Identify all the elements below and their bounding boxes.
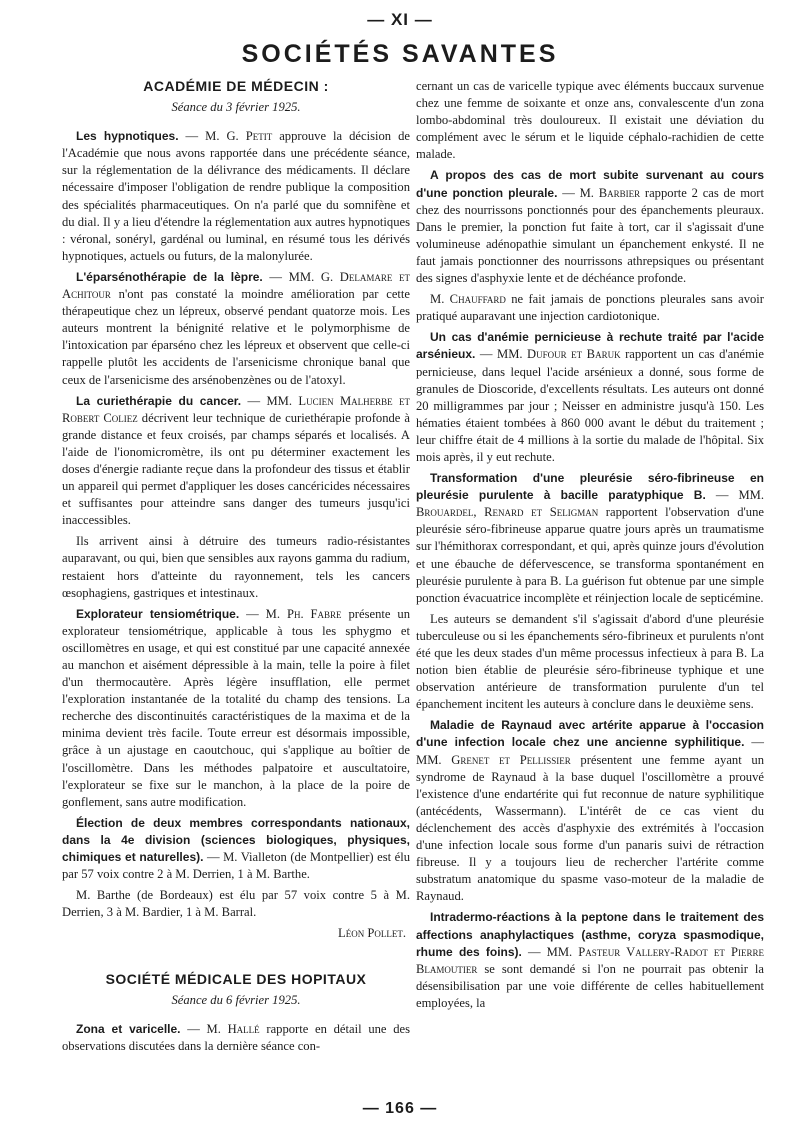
article-author: M. Barbier [579, 185, 641, 200]
academy-heading: ACADÉMIE DE MÉDECIN : [143, 78, 329, 94]
article-raynaud: Maladie de Raynaud avec artérite apparue à l'occasion d'une infection locale chez une ancienne syphilitique. — MM. Grenet et Pellissier présentent une femme ayant un syndrome de Raynaud à la base duquel l'oscillomètre a prouvé l'existence d'une endartérite qui fut reconnue de nature syphilitique (antécédents, Wassermann). L'intérêt de ce cas vient du déclenchement des accès d'asphyxie des extrémités à l'occasion d'une infection locale sous forme d'un panaris suivi de rétraction fibreuse. Il y a toujours lieu de rechercher l'artérite comme substratum anatomique du spasme vaso-moteur de la maladie de Raynaud. [416, 718, 765, 904]
article-zona: Zona et varicelle. — M. Hallé rapporte en détail une des observations discutées dans la dernière séance con- [62, 1021, 410, 1053]
article-author: MM. Grenet et Pellissier [416, 752, 571, 767]
article-heading: A propos des cas de mort subite survenant au cours d'une ponction pleurale. [416, 168, 764, 200]
article-heading: Un cas d'anémie pernicieuse à rechute traité par l'acide arsénieux. [416, 330, 764, 362]
article-heading: Intradermo-réactions à la peptone dans le traitement des affections anaphylactiques (asthme, coryza spasmodique, rhume des foins). [416, 910, 764, 959]
article-curietherapie-cont: Ils arrivent ainsi à détruire des tumeurs radio-résistantes auparavant, ou qui, bien que sensibles aux rayons gamma du radium, restaient hors d'atteinte du rayonnement, tels les cancers œsophagiens, gastriques et intestinaux. [62, 534, 410, 600]
article-transformation: Transformation d'une pleurésie séro-fibrineuse en pleurésie purulente à bacille paratyphique B. — MM. Brouardel, Renard et Seligman rapportent l'observation d'une pleurésie séro-fibrineuse apparue quatre jours après un traumatisme sur l'hémithorax correspondant, et qui, après quinze jours d'évolution et une ébauche de défervescence, se transforma spontanément en pleurésie purulente à para B. La guérison fut obtenue par une simple ponction évacuatrice incomplète et réinjection locale de septicémine. [416, 471, 765, 605]
article-body: présente un explorateur tensiométrique, applicable à tous les sphygmo et oscillomètres en usage, et qui est constitué par une capacité annexée au manchon et aisément dépressible à la main, telle la poire à filet d'un thermocautère. Après légère insufflation, elle permet l'exploration instantanée de la totalité du champ des tensions. La recherche des discontinuités caractéristiques de la maxima et de la minima devient très facile. Toute erreur est désormais impossible, grâce à un ajustage en caoutchouc, qui s'applique au boîtier de l'oscillomètre. Dans les méthodes palpatoire et auscultatoire, l'explorateur se fixe sur le manchon, à la place de la poire de gonflement, sans autre modification. [62, 606, 410, 809]
article-lepre: L'éparsénothérapie de la lèpre. — MM. G. Delamare et Achitour n'ont pas constaté la moindre amélioration par cette thérapeutique chez un lépreux, observé pendant quatorze mois. Les auteurs montrent la bénignité relative et le polymorphisme de l'intoxication par éparséno chez les lépreux et observent que celle-ci rappelle plutôt les accidents de l'arsenicisme chronique banal que ceux de l'arsenicisme des arsénobenzènes ou de l'atoxyl. [62, 269, 411, 387]
article-body: approuve la décision de l'Académie que nous avons rapportée dans une précédente séance, sur la réglementation de la délivrance des médicaments. Il déclare nécessaire d'imposer l'obligation de rendre publique la composition des spécialités pharmaceutiques. On n'a parlé que du somnifène et du dial. Il y a lieu d'étendre la réglementation aux autres hypnotiques : véronal, sonéryl, gardénal ou luminal, en résumé tous les dérivés hypnotiques, actuels ou futurs, de la malonylurée. [62, 129, 410, 263]
hopitaux-heading: SOCIÉTÉ MÉDICALE DES HOPITAUX [105, 970, 367, 987]
article-body: décrivent leur technique de curiethérapie profonde à grande distance et feux croisés, par champs séparés et localisés. A l'aide de l'ionomicromètre, ils ont pu déterminer exactement les doses d'énergie radiante reçue dans la profondeur des tissus et établir un appareil qui permet d'appliquer les doses cancéricides nécessaires et suffisantes pour atteindre sans danger des tumeurs jusqu'ici inaccessibles. [62, 410, 410, 528]
article-explorateur: Explorateur tensiométrique. — M. Ph. Fabre présente un explorateur tensiométrique, applicable à tous les sphygmo et oscillomètres en usage, et qui est constitué par une capacité annexée au manchon et aisément dépressible à la main, telle la poire à filet d'un thermocautère. Après légère insufflation, elle permet l'exploration instantanée de la totalité du champ des tensions. La recherche des discontinuités caractéristiques de la maxima et de la minima devient très facile. Toute erreur est désormais impossible, grâce à un ajustage en caoutchouc, qui s'applique au boîtier de l'oscillomètre. Dans les méthodes palpatoire et auscultatoire, l'explorateur se fixe sur le manchon, à la place de la poire de gonflement, sans autre modification. [62, 606, 410, 809]
article-heading: La curiethérapie du cancer. [76, 393, 242, 408]
article-heading: Les hypnotiques. [76, 129, 179, 144]
roman-page-number: — XI — [367, 10, 433, 29]
article-author: MM. G. Delamare et Achitour [62, 269, 411, 302]
page-title: SOCIÉTÉS SAVANTES [241, 40, 559, 68]
article-author: M. G. Petit [205, 129, 273, 144]
article-author: MM. Dufour et Baruk [497, 347, 621, 362]
article-zona-cont: cernant un cas de varicelle typique avec éléments buccaux survenue chez une femme de soixante et onze ans, convalescente d'un zona lombo-abdominal très douloureux. Il existait une déviation du complément avec le sérum et le liquide céphalo-rachidien de cette malade. [416, 79, 764, 162]
article-body: rapporte 2 cas de mort chez des nourrissons ponctionnés pour des épanchements pleuraux. Dans le premier, la ponction fut faite à tort, car il s'agissait d'une volumineuse adénopathie simulant un épanchement enkysté. Il ne faut jamais ponctionner des nourrissons athrepsiques ou présentant des signes d'asphyxie lente et de déchéance profonde. [416, 185, 764, 286]
academy-date: Séance du 3 février 1925. [171, 100, 301, 115]
article-election [62, 815, 410, 883]
right-column [416, 78, 764, 1016]
article-heading: Zona et varicelle. [76, 1021, 181, 1036]
article-body: présentent une femme ayant un syndrome de Raynaud à la base duquel l'oscillomètre a prouvé l'existence d'une endartérite qui fut reconnue de nature syphilitique (antécédents, Wassermann). L'intérêt de ce cas vient du déclenchement des accès d'asphyxie des extrémités à l'occasion d'une infection locale sous forme d'un panaris suivi de rétraction fibreuse. Il y a toujours lieu de rechercher l'artérite comme substratum anatomique du spasme vaso-moteur de la maladie de Raynaud. [416, 752, 764, 904]
article-mort-subite: A propos des cas de mort subite survenant au cours d'une ponction pleurale. — M. Barbier rapporte 2 cas de mort chez des nourrissons ponctionnés pour des épanchements pleuraux. Dans le premier, la ponction fut faite à tort, car il s'agissait d'une volumineuse adénopathie simulant un épanchement enkysté. Il ne faut jamais ponctionner des nourrissons athrepsiques ou présentant des signes d'asphyxie lente et de déchéance profonde. [416, 168, 764, 286]
article-author: MM. Lucien Malherbe et Robert Coliez [62, 393, 411, 425]
article-chauffard [416, 291, 764, 325]
article-body: — M. Vialleton (de Montpellier) est élu par 57 voix contre 2 à M. Derrien, 1 à M. Barthe. [62, 850, 410, 882]
article-body: rapporte en détail une des observations discutées dans la dernière séance con- [62, 1021, 410, 1053]
article-curietherapie: La curiethérapie du cancer. — MM. Lucien Malherbe et Robert Coliez décrivent leur technique de curiethérapie profonde à grande distance et feux croisés, par champs séparés et localisés. A l'aide de l'ionomicromètre, ils ont pu déterminer exactement les doses d'énergie radiante reçue dans la profondeur des tissus et établir un appareil qui permet d'appliquer les doses cancéricides nécessaires et suffisantes pour atteindre sans danger des tumeurs jusqu'ici inaccessibles. [62, 393, 411, 528]
article-author: M. Hallé [206, 1021, 260, 1036]
article-heading: Explorateur tensiométrique. [76, 606, 240, 621]
hopitaux-date: Séance du 6 février 1925. [171, 992, 301, 1007]
page-number: — 166 — [362, 1100, 438, 1117]
article-heading: L'éparsénothérapie de la lèpre. [76, 269, 263, 284]
article-transformation-cont: Les auteurs se demandent s'il s'agissait d'abord d'une pleurésie tuberculeuse ou si les épanchements séro-fibrineux et purulents n'ont été que les deux stades d'un même processus infectieux à para B. La notion bien établie de pleurésie séro-fibrineuse typhique et une observation antérieure de transformation purulente d'un tel épanchement incitent les auteurs à conclure dans le deuxième sens. [416, 611, 764, 712]
article-heading: Élection de deux membres correspondants nationaux, dans la 4e division (sciences biologiques, physiques, chimiques et naturelles). [62, 815, 410, 865]
article-author: M. Ph. Fabre [265, 606, 342, 621]
article-anemie: Un cas d'anémie pernicieuse à rechute traité par l'acide arsénieux. — MM. Dufour et Baruk rapportent un cas d'anémie pernicieuse, dans lequel l'acide arsénieux a donné, sous forme de granules de Dioscoride, d'excellents résultats. Les auteurs ont donné 20 milligrammes par jour ; Neisser en administre jusqu'à 150. Les hématies étaient tombées à 860 000 avant le début du traitement ; leur chiffre était de 4 millions à la sortie du malade de l'hôpital. Six mois après, il y eut rechute. [416, 330, 764, 464]
article-body: se sont demandé si l'on ne pourrait pas obtenir la désensibilisation par une voie différente de celles habituellement employées, la [416, 961, 764, 1010]
article-body: ne fait jamais de ponctions pleurales sans avoir pratiqué auparavant une injection cardiotonique. [416, 292, 764, 324]
signature: Léon Pollet. [338, 926, 406, 941]
article-body: rapportent l'observation d'une pleurésie séro-fibrineuse apparue quatre jours après un traumatisme sur l'hémithorax correspondant, et qui, après quinze jours d'évolution et une ébauche de défervescence, se transforma spontanément en pleurésie purulente à para B. La guérison fut obtenue par une simple ponction évacuatrice incomplète et réinjection locale de septicémine. [416, 505, 764, 605]
article-author: MM. Pasteur Vallery-Radot et Pierre Blamoutier [416, 944, 764, 976]
article-body: n'ont pas constaté la moindre amélioration par cette thérapeutique chez un lépreux, observé pendant quatorze mois. Les auteurs montrent la bénignité relative et le polymorphisme de l'intoxication par éparséno chez les lépreux et observent que celle-ci rappelle plutôt les accidents de l'arsenicisme chronique banal que ceux de l'arsenicisme des arsénobenzènes ou de l'atoxyl. [62, 287, 410, 387]
article-author: M. Chauffard [430, 292, 506, 307]
article-heading: Transformation d'une pleurésie séro-fibrineuse en pleurésie purulente à bacille paratyphique B. [416, 471, 764, 503]
article-intradermo: Intradermo-réactions à la peptone dans le traitement des affections anaphylactiques (asthme, coryza spasmodique, rhume des foins). — MM. Pasteur Vallery-Radot et Pierre Blamoutier se sont demandé si l'on ne pourrait pas obtenir la désensibilisation par une voie différente de celles habituellement employées, la [416, 910, 764, 1010]
article-body: rapportent un cas d'anémie pernicieuse, dans lequel l'acide arsénieux a donné, sous forme de granules de Dioscoride, d'excellents résultats. Les auteurs ont donné 20 milligrammes par jour ; Neisser en administre jusqu'à 150. Les hématies étaient tombées à 860 000 avant le début du traitement ; leur chiffre était de 4 millions à la sortie du malade de l'hôpital. Six mois après, il y eut rechute. [416, 347, 764, 464]
article-author: MM. Brouardel, Renard et Seligman [416, 488, 765, 520]
article-hypnotiques: Les hypnotiques. — M. G. Petit approuve la décision de l'Académie que nous avons rapportée dans une précédente séance, sur la réglementation de la délivrance des médicaments. Il déclare nécessaire d'imposer l'obligation de rendre publique la composition des spécialités pharmaceutiques. On n'a parlé que du somnifène et du dial. Il y a lieu d'étendre la réglementation aux autres hypnotiques : véronal, sonéryl, gardénal ou luminal, en résumé tous les dérivés hypnotiques, actuels ou futurs, de la malonylurée. [62, 129, 410, 263]
article-election-cont: M. Barthe (de Bordeaux) est élu par 57 voix contre 5 à M. Derrien, 3 à M. Bardier, 1 à M. Barral. [62, 888, 410, 920]
article-heading: Maladie de Raynaud avec artérite apparue à l'occasion d'une infection locale chez une ancienne syphilitique. [416, 718, 764, 750]
left-column [62, 78, 410, 1059]
